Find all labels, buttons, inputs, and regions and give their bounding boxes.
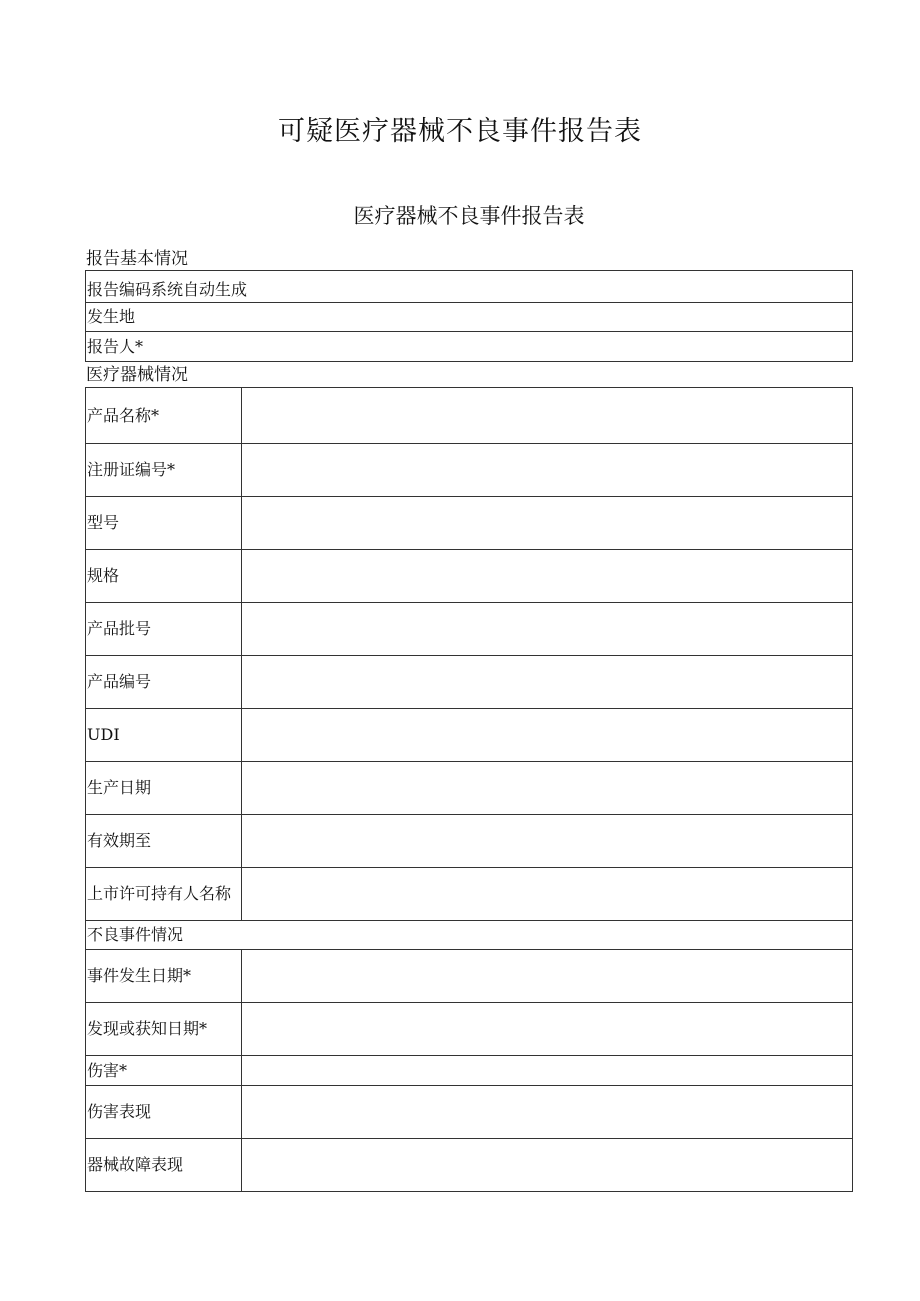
basic-info-table <box>85 270 853 362</box>
field-value[interactable] <box>242 1086 853 1139</box>
section-event-heading: 不良事件情况 <box>86 921 853 950</box>
field-label: 规格 <box>86 550 242 603</box>
section-basic-heading: 报告基本情况 <box>86 249 188 269</box>
field-value[interactable] <box>242 1056 853 1086</box>
field-label: 伤害* <box>86 1056 242 1086</box>
field-value[interactable] <box>242 656 853 709</box>
field-value[interactable] <box>242 1139 853 1192</box>
field-label: 器械故障表现 <box>86 1139 242 1192</box>
field-label: UDI <box>86 709 242 762</box>
field-value[interactable] <box>242 762 853 815</box>
field-label: 注册证编号* <box>86 444 242 497</box>
field-label: 生产日期 <box>86 762 242 815</box>
field-value[interactable] <box>242 950 853 1003</box>
field-value[interactable] <box>242 444 853 497</box>
field-label: 产品名称* <box>86 388 242 444</box>
location-cell: 发生地 <box>86 303 853 332</box>
field-label: 事件发生日期* <box>86 950 242 1003</box>
form-subtitle: 医疗器械不良事件报告表 <box>353 204 585 228</box>
field-value[interactable] <box>242 550 853 603</box>
field-label: 产品批号 <box>86 603 242 656</box>
field-value[interactable] <box>242 388 853 444</box>
section-device-heading: 医疗器械情况 <box>86 365 188 385</box>
field-value[interactable] <box>242 709 853 762</box>
field-label: 伤害表现 <box>86 1086 242 1139</box>
report-code-cell: 报告编码系统自动生成 <box>86 271 853 303</box>
field-label: 发现或获知日期* <box>86 1003 242 1056</box>
field-value[interactable] <box>242 868 853 921</box>
field-value[interactable] <box>242 1003 853 1056</box>
reporter-cell: 报告人* <box>86 332 853 362</box>
field-label: 产品编号 <box>86 656 242 709</box>
field-label: 有效期至 <box>86 815 242 868</box>
field-value[interactable] <box>242 497 853 550</box>
device-table <box>85 387 853 1192</box>
field-value[interactable] <box>242 603 853 656</box>
field-label: 上市许可持有人名称 <box>86 868 242 921</box>
field-value[interactable] <box>242 815 853 868</box>
page-title: 可疑医疗器械不良事件报告表 <box>278 116 642 147</box>
field-label: 型号 <box>86 497 242 550</box>
